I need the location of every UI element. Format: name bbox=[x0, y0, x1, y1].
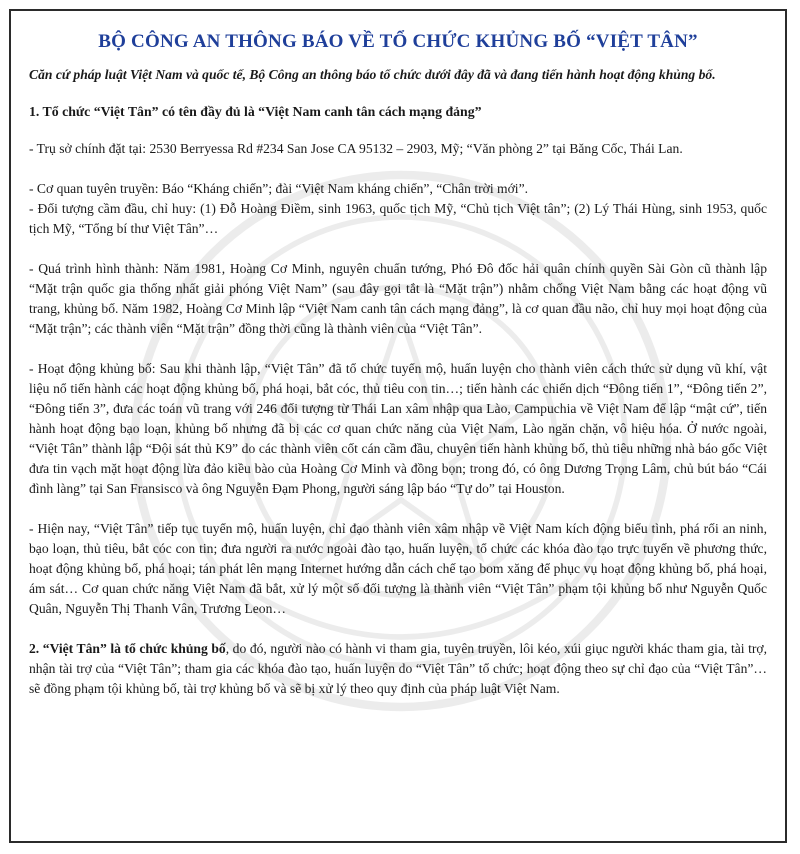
activities-paragraph: - Hoạt động khủng bố: Sau khi thành lập, “Việt Tân” đã tổ chức tuyển mộ, huấn luyện cho thành viên cách thức sử dụng vũ khí, vật liệu nổ tiến hành các hoạt động khủng bố, phá hoại, bắt cóc, thủ tiêu con tin…; tiến hành các chiến dịch “Đông tiến 1”, “Đông tiến 2”, “Đông tiến 3”, đưa các toán vũ trang với 246 đối tượng từ Thái Lan xâm nhập qua Lào, Campuchia về Việt Nam để lập “mật cứ”, tiến hành hoạt động bạo loạn, khủng bố nhưng đã bị các cơ quan chức năng của Việt Nam, Lào ngăn chặn, vô hiệu hóa. Ở nước ngoài, “Việt Tân” thành lập “Đội sát thủ K9” do các thành viên cốt cán cầm đầu, chuyên tiến hành khủng bố, thủ tiêu những nhà báo gốc Việt đưa tin vạch mặt hoạt động lừa đảo kiều bào của Hoàng Cơ Minh và đồng bọn; trong đó, có ông Dương Trọng Lâm, chủ bút báo “Cái đình làng” tại San Fransisco và ông Nguyễn Đạm Phong, người sáng lập báo “Tự do” tại Houston. bbox=[29, 361, 767, 496]
section-2-heading: 2. “Việt Tân” là tổ chức khủng bố bbox=[29, 641, 226, 656]
propaganda-paragraph: - Cơ quan tuyên truyền: Báo “Kháng chiến”; đài “Việt Nam kháng chiến”, “Chân trời mới”. bbox=[29, 181, 529, 196]
document-content bbox=[11, 11, 785, 699]
headquarters-paragraph: - Trụ sở chính đặt tại: 2530 Berryessa Rd #234 San Jose CA 95132 – 2903, Mỹ; “Văn phòng 2” tại Băng Cốc, Thái Lan. bbox=[29, 141, 683, 156]
document-title: BỘ CÔNG AN THÔNG BÁO VỀ TỔ CHỨC KHỦNG BỐ “VIỆT TÂN” bbox=[98, 31, 698, 52]
section-2-text: , do đó, người nào có hành vi tham gia, tuyên truyền, lôi kéo, xúi giục người khác tham gia, tài trợ, nhận tài trợ của “Việt Tân”; tham gia các khóa đào tạo, huấn luyện do “Việt Tân” tổ chức; hoạt động theo sự chỉ đạo của “Việt Tân”… sẽ đồng phạm tội khủng bố, tài trợ khủng bố và sẽ bị xử lý theo quy định của pháp luật Việt Nam. bbox=[29, 641, 767, 696]
section-1-heading: 1. Tổ chức “Việt Tân” có tên đầy đủ là “Việt Nam canh tân cách mạng đảng” bbox=[29, 104, 482, 119]
current-activities-paragraph: - Hiện nay, “Việt Tân” tiếp tục tuyển mộ, huấn luyện, chỉ đạo thành viên xâm nhập về Việt Nam kích động biểu tình, phá rối an ninh, bạo loạn, thủ tiêu, bắt cóc con tin; đưa người ra nước ngoài đào tạo, huấn luyện, tổ chức các khóa đào tạo trực tuyến về phương thức, hoạt động khủng bố, phá hoại; tán phát lên mạng Internet hướng dẫn cách chế tạo bom xăng để phục vụ hoạt động khủng bố, phá hoại, ám sát… Cơ quan chức năng Việt Nam đã bắt, xử lý một số đối tượng là thành viên “Việt Tân” phạm tội khủng bố như Nguyễn Quốc Quân, Nguyễn Thị Thanh Vân, Trương Leon… bbox=[29, 521, 767, 616]
document-frame bbox=[9, 9, 787, 843]
formation-paragraph: - Quá trình hình thành: Năm 1981, Hoàng Cơ Minh, nguyên chuẩn tướng, Phó Đô đốc hải quân chính quyền Sài Gòn cũ thành lập “Mặt trận quốc gia thống nhất giải phóng Việt Nam” (sau đây gọi tắt là “Mặt trận”) nhằm chống Việt Nam bằng các hoạt động vũ trang, khủng bố. Năm 1982, Hoàng Cơ Minh lập “Việt Nam canh tân cách mạng đảng”, là cơ quan đầu não, chỉ huy mọi hoạt động của “Mặt trận”; các thành viên “Mặt trận” đồng thời cũng là thành viên của “Việt Tân”. bbox=[29, 261, 767, 336]
intro-paragraph: Căn cứ pháp luật Việt Nam và quốc tế, Bộ Công an thông báo tổ chức dưới đây đã và đang tiến hành hoạt động khủng bố. bbox=[29, 67, 716, 82]
leaders-paragraph: - Đối tượng cầm đầu, chỉ huy: (1) Đỗ Hoàng Điềm, sinh 1963, quốc tịch Mỹ, “Chủ tịch Việt tân”; (2) Lý Thái Hùng, sinh 1953, quốc tịch Mỹ, “Tổng bí thư Việt Tân”… bbox=[29, 201, 767, 236]
section-2-paragraph bbox=[29, 639, 767, 699]
